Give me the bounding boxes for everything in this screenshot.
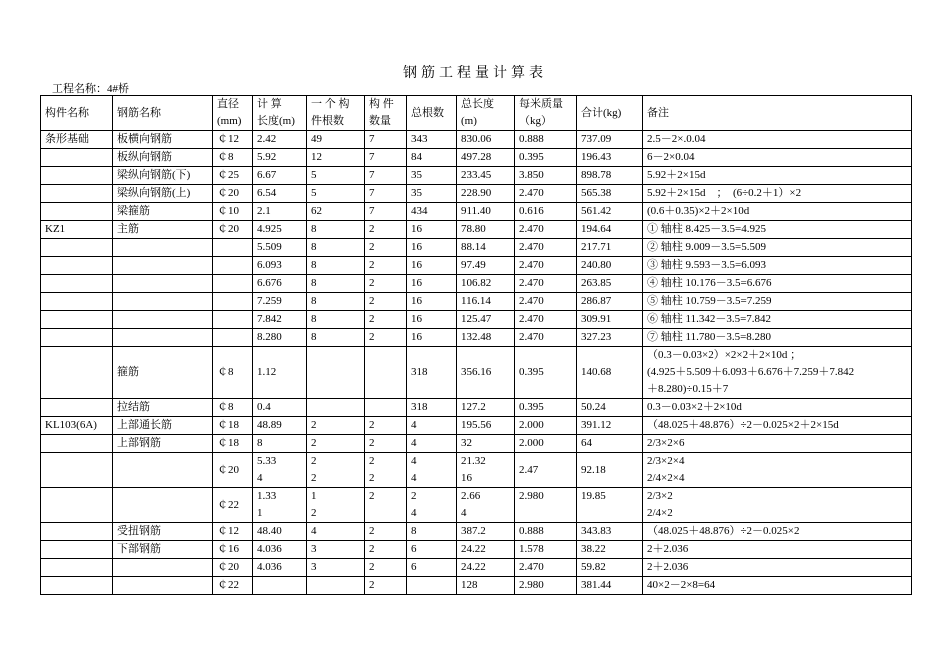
table-cell: 8 — [307, 221, 365, 239]
table-cell — [41, 185, 113, 203]
table-row — [41, 329, 912, 347]
table-cell — [213, 275, 253, 293]
table-row: ￠22 2 128 2.980 381.44 40×2－2×8=64 — [41, 577, 912, 595]
table-cell: 16 — [407, 275, 457, 293]
table-row: ￠22 1.33 1 1 2 2 2 4 2.66 4 2.980 19.85 2/3×2 2/4×2 — [41, 488, 912, 523]
table-cell: 78.80 — [457, 221, 515, 239]
table-row — [41, 185, 912, 203]
header-sum: 合计(kg) — [577, 96, 643, 131]
table-cell: 16 — [407, 239, 457, 257]
table-cell: 5.509 — [253, 239, 307, 257]
table-cell: 8 — [307, 257, 365, 275]
table-cell: 565.38 — [577, 185, 643, 203]
table-cell: 561.42 — [577, 203, 643, 221]
table-row: 下部钢筋 ￠16 4.036 3 2 6 24.22 1.578 38.22 2＋2.036 — [41, 541, 912, 559]
header-total-length: 总长度 (m) — [457, 96, 515, 131]
table-cell: 7.842 — [253, 311, 307, 329]
table-cell: 板横向钢筋 — [113, 131, 213, 149]
table-cell — [113, 311, 213, 329]
table-cell: 2.1 — [253, 203, 307, 221]
table-cell: 7 — [365, 203, 407, 221]
table-cell — [113, 275, 213, 293]
table-cell: 8 — [307, 275, 365, 293]
table-cell: 7 — [365, 131, 407, 149]
table-cell: 12 — [307, 149, 365, 167]
table-cell: ￠20 — [213, 185, 253, 203]
table-cell: 8 — [307, 329, 365, 347]
table-cell: 16 — [407, 293, 457, 311]
table-cell: 16 — [407, 257, 457, 275]
header-bar: 钢筋名称 — [113, 96, 213, 131]
table-cell: 240.80 — [577, 257, 643, 275]
table-cell: 228.90 — [457, 185, 515, 203]
table-cell: 2.470 — [515, 221, 577, 239]
table-row — [41, 293, 912, 311]
table-cell: 194.64 — [577, 221, 643, 239]
table-cell — [213, 239, 253, 257]
table-cell: 5.92＋2×15d — [643, 167, 912, 185]
table-cell: 327.23 — [577, 329, 643, 347]
table-cell: 286.87 — [577, 293, 643, 311]
table-row — [41, 221, 912, 239]
table-cell: 8.280 — [253, 329, 307, 347]
table-cell: 2 — [365, 329, 407, 347]
table-cell: 6.67 — [253, 167, 307, 185]
table-row: 受扭钢筋 ￠12 48.40 4 2 8 387.2 0.888 343.83 （48.025＋48.876）÷2－0.025×2 — [41, 523, 912, 541]
table-cell: ⑦ 轴柱 11.780－3.5=8.280 — [643, 329, 912, 347]
table-cell: ￠20 — [213, 221, 253, 239]
table-cell: 6.676 — [253, 275, 307, 293]
table-cell — [41, 167, 113, 185]
table-cell — [41, 149, 113, 167]
table-cell — [41, 293, 113, 311]
table-cell: 2.42 — [253, 131, 307, 149]
table-cell: 2 — [365, 293, 407, 311]
table-cell: 主筋 — [113, 221, 213, 239]
table-cell: 0.888 — [515, 131, 577, 149]
table-cell: 911.40 — [457, 203, 515, 221]
table-cell: 6.093 — [253, 257, 307, 275]
header-per-component: 一 个 构 件根数 — [307, 96, 365, 131]
table-cell: 4.925 — [253, 221, 307, 239]
table-cell — [113, 257, 213, 275]
table-cell — [41, 239, 113, 257]
table-cell: 3.850 — [515, 167, 577, 185]
table-row: 拉结筋 ￠8 0.4 318 127.2 0.395 50.24 0.3－0.03×2＋2×10d — [41, 399, 912, 417]
table-cell: 49 — [307, 131, 365, 149]
table-cell — [41, 329, 113, 347]
table-row: 上部钢筋 ￠18 8 2 2 4 32 2.000 64 2/3×2×6 — [41, 435, 912, 453]
component-name: KL103(6A) — [41, 417, 113, 435]
table-cell: 196.43 — [577, 149, 643, 167]
table-cell: 2.5－2×.0.04 — [643, 131, 912, 149]
table-cell: 2 — [365, 311, 407, 329]
table-cell: ④ 轴柱 10.176－3.5=6.676 — [643, 275, 912, 293]
table-cell: ① 轴柱 8.425－3.5=4.925 — [643, 221, 912, 239]
rebar-quantity-table — [40, 95, 912, 595]
table-row: 箍筋 ￠8 1.12 318 356.16 0.395 140.68 （0.3－0.03×2）×2×2＋2×10d ； (4.925＋5.509＋6.093＋6.676＋7.259＋7.842 ＋8.280)÷0.15＋7 — [41, 347, 912, 399]
table-cell: 16 — [407, 329, 457, 347]
table-cell: 309.91 — [577, 311, 643, 329]
table-cell: 88.14 — [457, 239, 515, 257]
table-cell: 7 — [365, 185, 407, 203]
table-row — [41, 167, 912, 185]
header-note: 备注 — [643, 96, 912, 131]
table-cell — [213, 329, 253, 347]
table-row — [41, 257, 912, 275]
table-cell — [213, 257, 253, 275]
table-cell: 2.470 — [515, 311, 577, 329]
table-cell: 条形基础 — [41, 131, 113, 149]
table-cell — [213, 311, 253, 329]
table-cell: 7 — [365, 167, 407, 185]
table-cell: 263.85 — [577, 275, 643, 293]
table-cell: 84 — [407, 149, 457, 167]
table-row — [41, 311, 912, 329]
table-cell: 0.395 — [515, 149, 577, 167]
table-cell: 497.28 — [457, 149, 515, 167]
table-cell — [41, 203, 113, 221]
table-cell: ⑥ 轴柱 11.342－3.5=7.842 — [643, 311, 912, 329]
table-cell: 434 — [407, 203, 457, 221]
table-cell — [41, 257, 113, 275]
table-cell: 35 — [407, 185, 457, 203]
table-cell: 5.92＋2×15d ； (6÷0.2＋1）×2 — [643, 185, 912, 203]
table-row — [41, 203, 912, 221]
table-cell: 7 — [365, 149, 407, 167]
table-cell: ￠10 — [213, 203, 253, 221]
table-cell: 16 — [407, 221, 457, 239]
table-cell: 2.470 — [515, 257, 577, 275]
table-cell — [41, 311, 113, 329]
table-cell: 343 — [407, 131, 457, 149]
table-row — [41, 131, 912, 149]
note-cell: （0.3－0.03×2）×2×2＋2×10d ； (4.925＋5.509＋6.093＋6.676＋7.259＋7.842 ＋8.280)÷0.15＋7 — [643, 347, 912, 399]
table-cell: 106.82 — [457, 275, 515, 293]
header-total-count: 总根数 — [407, 96, 457, 131]
table-cell: 7.259 — [253, 293, 307, 311]
table-cell: 梁箍筋 — [113, 203, 213, 221]
table-cell: 梁纵向钢筋(下) — [113, 167, 213, 185]
header-length: 计 算 长度(m) — [253, 96, 307, 131]
table-cell — [113, 329, 213, 347]
table-cell: 16 — [407, 311, 457, 329]
table-cell: ￠8 — [213, 149, 253, 167]
table-cell: ⑤ 轴柱 10.759－3.5=7.259 — [643, 293, 912, 311]
table-cell: 97.49 — [457, 257, 515, 275]
table-cell: ② 轴柱 9.009－3.5=5.509 — [643, 239, 912, 257]
table-cell: 2.470 — [515, 293, 577, 311]
table-cell: 737.09 — [577, 131, 643, 149]
table-cell: 125.47 — [457, 311, 515, 329]
table-cell: 2.470 — [515, 275, 577, 293]
table-cell — [113, 239, 213, 257]
table-row — [41, 149, 912, 167]
header-row — [41, 96, 912, 131]
table-cell: 5 — [307, 185, 365, 203]
table-cell: 板纵向钢筋 — [113, 149, 213, 167]
table-cell: 0.616 — [515, 203, 577, 221]
table-cell: 8 — [307, 239, 365, 257]
table-cell: 梁纵向钢筋(上) — [113, 185, 213, 203]
table-cell: 2 — [365, 239, 407, 257]
table-cell: 898.78 — [577, 167, 643, 185]
table-cell: (0.6＋0.35)×2＋2×10d — [643, 203, 912, 221]
table-cell: ￠12 — [213, 131, 253, 149]
table-cell — [41, 275, 113, 293]
table-cell: ③ 轴柱 9.593－3.5=6.093 — [643, 257, 912, 275]
table-row — [41, 239, 912, 257]
table-cell: 2 — [365, 221, 407, 239]
header-unit-weight: 每米质量 （kg） — [515, 96, 577, 131]
sheet-title: 钢筋工程量计算表 — [403, 66, 547, 81]
table-cell: 6－2×0.04 — [643, 149, 912, 167]
table-cell — [213, 293, 253, 311]
table-cell: 62 — [307, 203, 365, 221]
table-row — [41, 275, 912, 293]
header-component: 构件名称 — [41, 96, 113, 131]
table-cell: 233.45 — [457, 167, 515, 185]
table-cell: 217.71 — [577, 239, 643, 257]
table-cell: 2.470 — [515, 185, 577, 203]
table-cell: KZ1 — [41, 221, 113, 239]
table-cell: 2 — [365, 257, 407, 275]
project-name: 工程名称：4#桥 — [52, 83, 129, 95]
table-cell: 830.06 — [457, 131, 515, 149]
header-component-count: 构 件 数量 — [365, 96, 407, 131]
table-cell: ￠25 — [213, 167, 253, 185]
table-cell: 5.92 — [253, 149, 307, 167]
table-cell: 6.54 — [253, 185, 307, 203]
table-row: ￠20 5.33 4 2 2 2 2 4 4 21.32 16 2.47 92.18 2/3×2×4 2/4×2×4 — [41, 453, 912, 488]
table-cell: 8 — [307, 293, 365, 311]
table-cell — [113, 293, 213, 311]
table-cell: 5 — [307, 167, 365, 185]
header-diameter: 直径 (mm) — [213, 96, 253, 131]
table-cell: 132.48 — [457, 329, 515, 347]
table-cell: 35 — [407, 167, 457, 185]
table-cell: 116.14 — [457, 293, 515, 311]
table-cell: 2.470 — [515, 239, 577, 257]
table-cell: 8 — [307, 311, 365, 329]
table-cell: 2.470 — [515, 329, 577, 347]
table-row: KL103(6A) 上部通长筋 ￠18 48.89 2 2 4 195.56 2.000 391.12 （48.025＋48.876）÷2－0.025×2＋2×15d — [41, 417, 912, 435]
table-cell: 2 — [365, 275, 407, 293]
table-row: ￠20 4.036 3 2 6 24.22 2.470 59.82 2＋2.036 — [41, 559, 912, 577]
